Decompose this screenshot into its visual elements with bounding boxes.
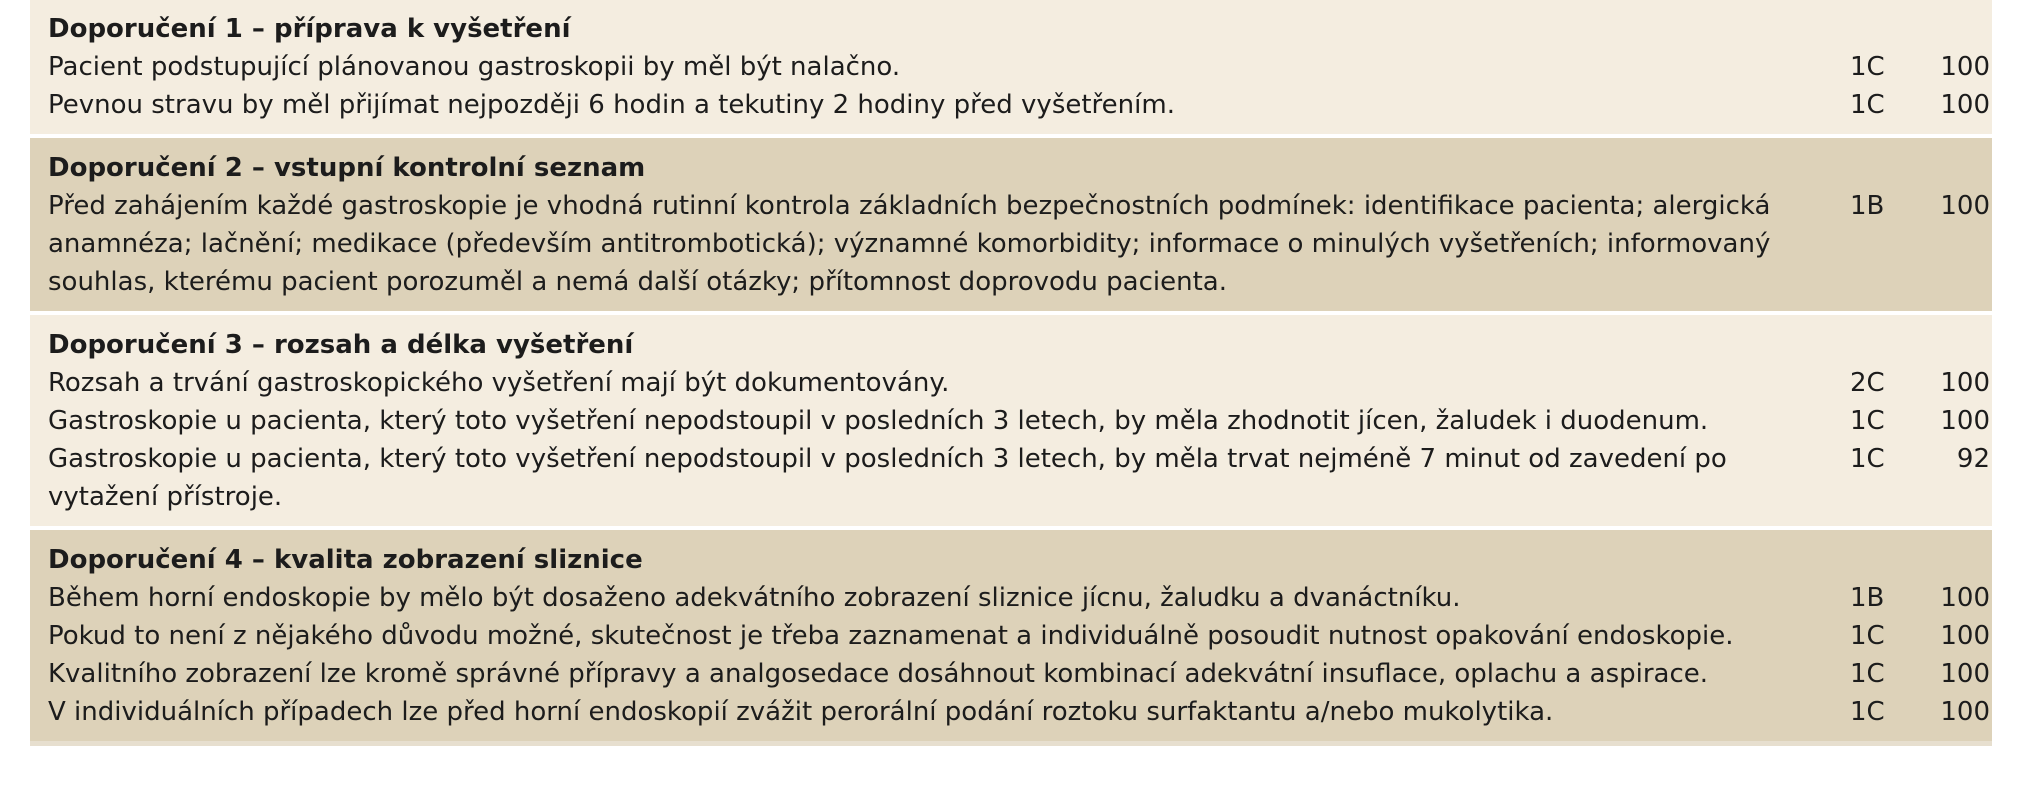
agreement-percent: 100 bbox=[1940, 621, 1990, 651]
agreement-percent: 100 bbox=[1940, 659, 1990, 689]
agreement-percent: 92 bbox=[1956, 444, 1990, 474]
recommendation-row bbox=[48, 617, 1990, 655]
agreement-percent: 100 bbox=[1940, 52, 1990, 82]
section-heading: Doporučení 4 – kvalita zobrazení sliznice bbox=[48, 545, 643, 575]
recommendation-text: Gastroskopie u pacienta, který toto vyšetření nepodstoupil v posledních 3 letech, by měla zhodnotit jícen, žaludek i duodenum. bbox=[48, 406, 1709, 436]
recommendation-row bbox=[48, 693, 1990, 731]
recommendation-text: Pevnou stravu by měl přijímat nejpozději 6 hodin a tekutiny 2 hodiny před vyšetřením. bbox=[48, 90, 1175, 120]
recommendation-row bbox=[48, 579, 1990, 617]
recommendation-text: Kvalitního zobrazení lze kromě správné přípravy a analgosedace dosáhnout kombinací adekvátní insuflace, oplachu a aspirace. bbox=[48, 659, 1709, 689]
recommendation-row bbox=[48, 364, 1990, 402]
recommendation-row bbox=[48, 86, 1990, 124]
recommendation-text: Před zahájením každé gastroskopie je vhodná rutinní kontrola základních bezpečnostních podmínek: identifikace pacienta; alergická anamnéza; lačnění; medikace (především antitrombotická); významné komorbidity; informace o minulých vyšetřeních; informovaný souhlas, kterému pacient porozuměl a nemá další otázky; přítomnost doprovodu pacienta. bbox=[48, 191, 1771, 297]
recommendation-row bbox=[48, 402, 1990, 440]
recommendation-section-1 bbox=[30, 0, 1992, 134]
evidence-grade: 1C bbox=[1850, 444, 1885, 474]
section-heading: Doporučení 1 – příprava k vyšetření bbox=[48, 14, 571, 44]
evidence-grade: 1C bbox=[1850, 621, 1885, 651]
agreement-percent: 100 bbox=[1940, 697, 1990, 727]
evidence-grade: 1C bbox=[1850, 52, 1885, 82]
section-heading: Doporučení 3 – rozsah a délka vyšetření bbox=[48, 330, 634, 360]
agreement-percent: 100 bbox=[1940, 368, 1990, 398]
recommendation-text: V individuálních případech lze před horní endoskopií zvážit perorální podání roztoku surfaktantu a/nebo mukolytika. bbox=[48, 697, 1554, 727]
agreement-percent: 100 bbox=[1940, 90, 1990, 120]
recommendation-row bbox=[48, 655, 1990, 693]
evidence-grade: 1B bbox=[1850, 583, 1885, 613]
recommendation-text: Pokud to není z nějakého důvodu možné, skutečnost je třeba zaznamenat a individuálně posoudit nutnost opakování endoskopie. bbox=[48, 621, 1734, 651]
evidence-grade: 1C bbox=[1850, 659, 1885, 689]
recommendation-text: Pacient podstupující plánovanou gastroskopii by měl být nalačno. bbox=[48, 52, 901, 82]
recommendation-text: Rozsah a trvání gastroskopického vyšetření mají být dokumentovány. bbox=[48, 368, 950, 398]
recommendation-section-3 bbox=[30, 311, 1992, 526]
recommendation-section-4 bbox=[30, 526, 1992, 741]
evidence-grade: 1B bbox=[1850, 191, 1885, 221]
evidence-grade: 2C bbox=[1850, 368, 1885, 398]
recommendation-text: Gastroskopie u pacienta, který toto vyšetření nepodstoupil v posledních 3 letech, by měla trvat nejméně 7 minut od zavedení po vytažení přístroje. bbox=[48, 444, 1727, 512]
evidence-grade: 1C bbox=[1850, 406, 1885, 436]
recommendation-section-2 bbox=[30, 134, 1992, 311]
evidence-grade: 1C bbox=[1850, 697, 1885, 727]
recommendation-row bbox=[48, 440, 1990, 516]
agreement-percent: 100 bbox=[1940, 583, 1990, 613]
recommendations-table bbox=[30, 0, 1992, 746]
recommendation-row bbox=[48, 48, 1990, 86]
evidence-grade: 1C bbox=[1850, 90, 1885, 120]
recommendation-row bbox=[48, 187, 1990, 301]
agreement-percent: 100 bbox=[1940, 406, 1990, 436]
section-heading: Doporučení 2 – vstupní kontrolní seznam bbox=[48, 153, 646, 183]
agreement-percent: 100 bbox=[1940, 191, 1990, 221]
recommendation-text: Během horní endoskopie by mělo být dosaženo adekvátního zobrazení sliznice jícnu, žaludku a dvanáctníku. bbox=[48, 583, 1461, 613]
